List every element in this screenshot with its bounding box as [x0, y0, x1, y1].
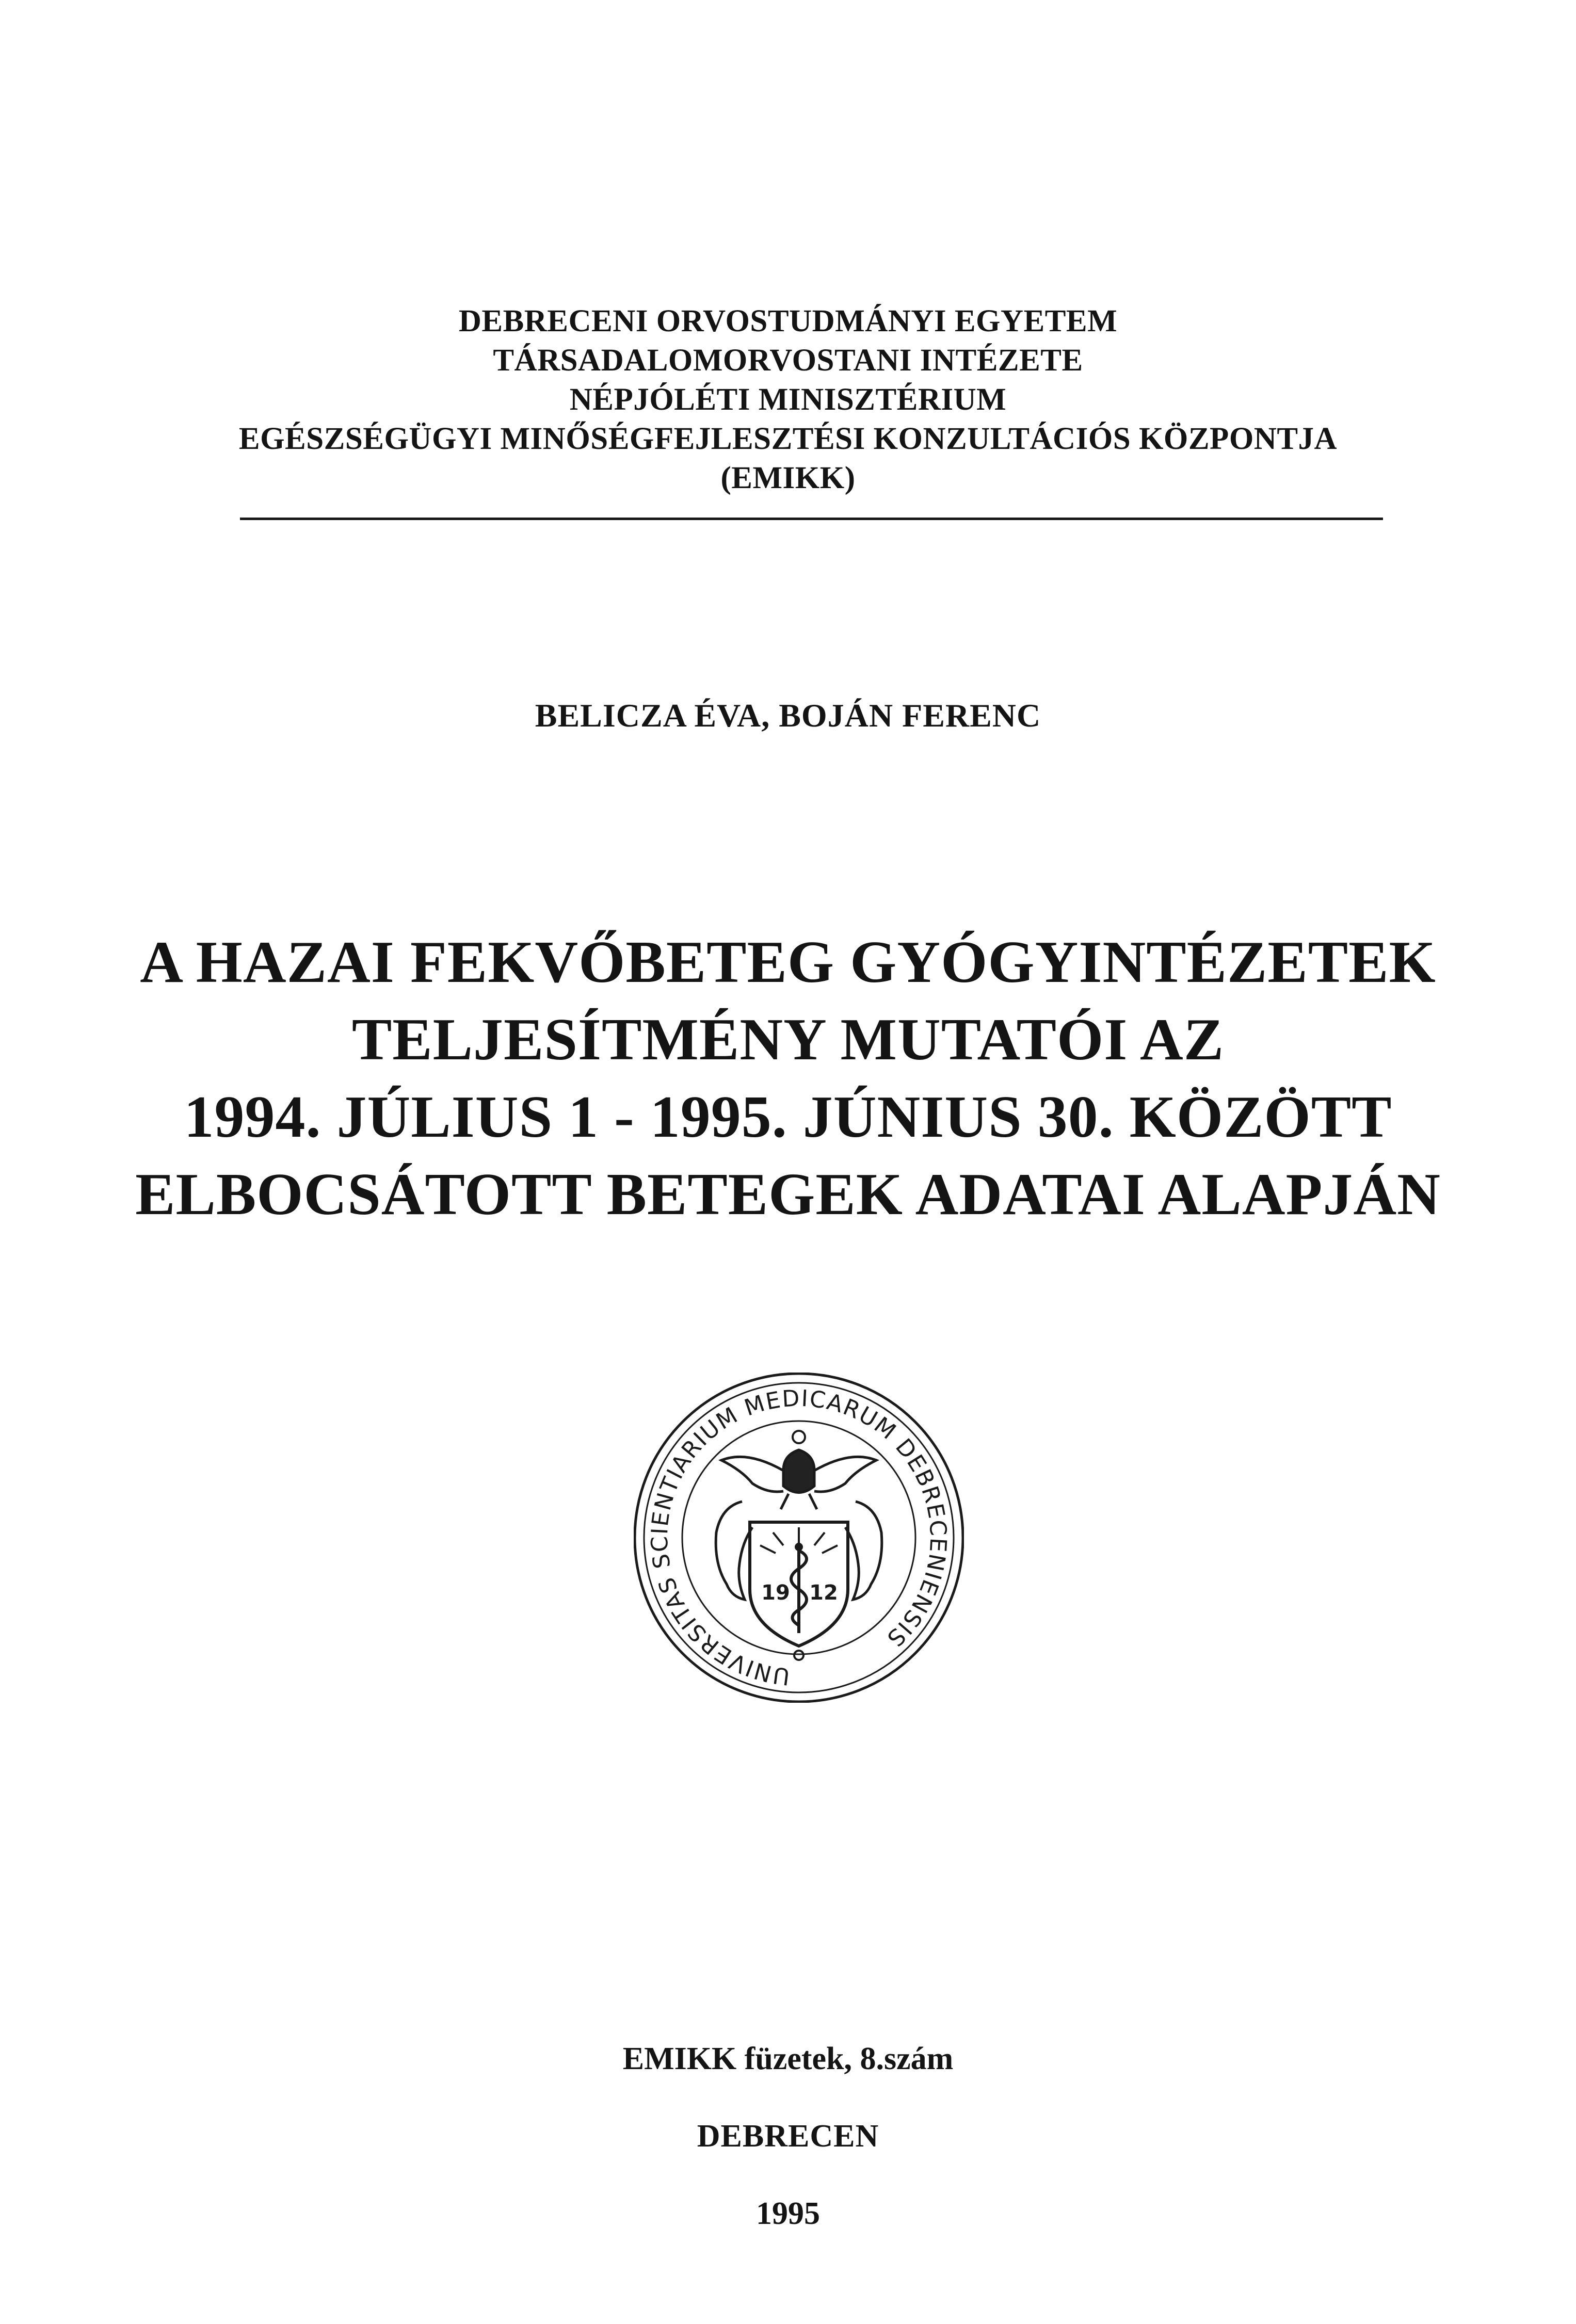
- horizontal-divider: [240, 518, 1383, 520]
- seal-year-right: 12: [809, 1581, 838, 1605]
- university-seal-icon: [634, 1373, 964, 1703]
- publication-year: 1995: [756, 2196, 820, 2231]
- authors: BELICZA ÉVA, BOJÁN FERENC: [535, 697, 1041, 734]
- institution-line-4: EGÉSZSÉGÜGYI MINŐSÉGFEJLESZTÉSI KONZULTÁCIÓS KÖZPONTJA: [238, 422, 1338, 456]
- seal-ring-text: UNIVERSITAS SCIENTIARIUM MEDICARUM DEBRECENIENSIS: [646, 1385, 952, 1690]
- title-line-3: 1994. JÚLIUS 1 - 1995. JÚNIUS 30. KÖZÖTT: [184, 1084, 1392, 1150]
- title-line-2: TELJESÍTMÉNY MUTATÓI AZ: [351, 1007, 1225, 1073]
- document-title: [0, 924, 1576, 1233]
- institution-line-1: DEBRECENI ORVOSTUDMÁNYI EGYETEM: [458, 304, 1118, 338]
- series-number: EMIKK füzetek, 8.szám: [622, 2041, 954, 2076]
- seal-year-left: 19: [761, 1581, 790, 1605]
- institution-line-2: TÁRSADALOMORVOSTANI INTÉZETE: [493, 343, 1083, 378]
- institution-line-5: (EMIKK): [720, 461, 856, 495]
- institution-line-3: NÉPJÓLÉTI MINISZTÉRIUM: [569, 382, 1007, 417]
- publication-city: DEBRECEN: [697, 2119, 879, 2154]
- institution-block: [0, 302, 1576, 498]
- title-line-1: A HAZAI FEKVŐBETEG GYÓGYINTÉZETEK: [140, 929, 1436, 995]
- title-line-4: ELBOCSÁTOTT BETEGEK ADATAI ALAPJÁN: [135, 1161, 1441, 1228]
